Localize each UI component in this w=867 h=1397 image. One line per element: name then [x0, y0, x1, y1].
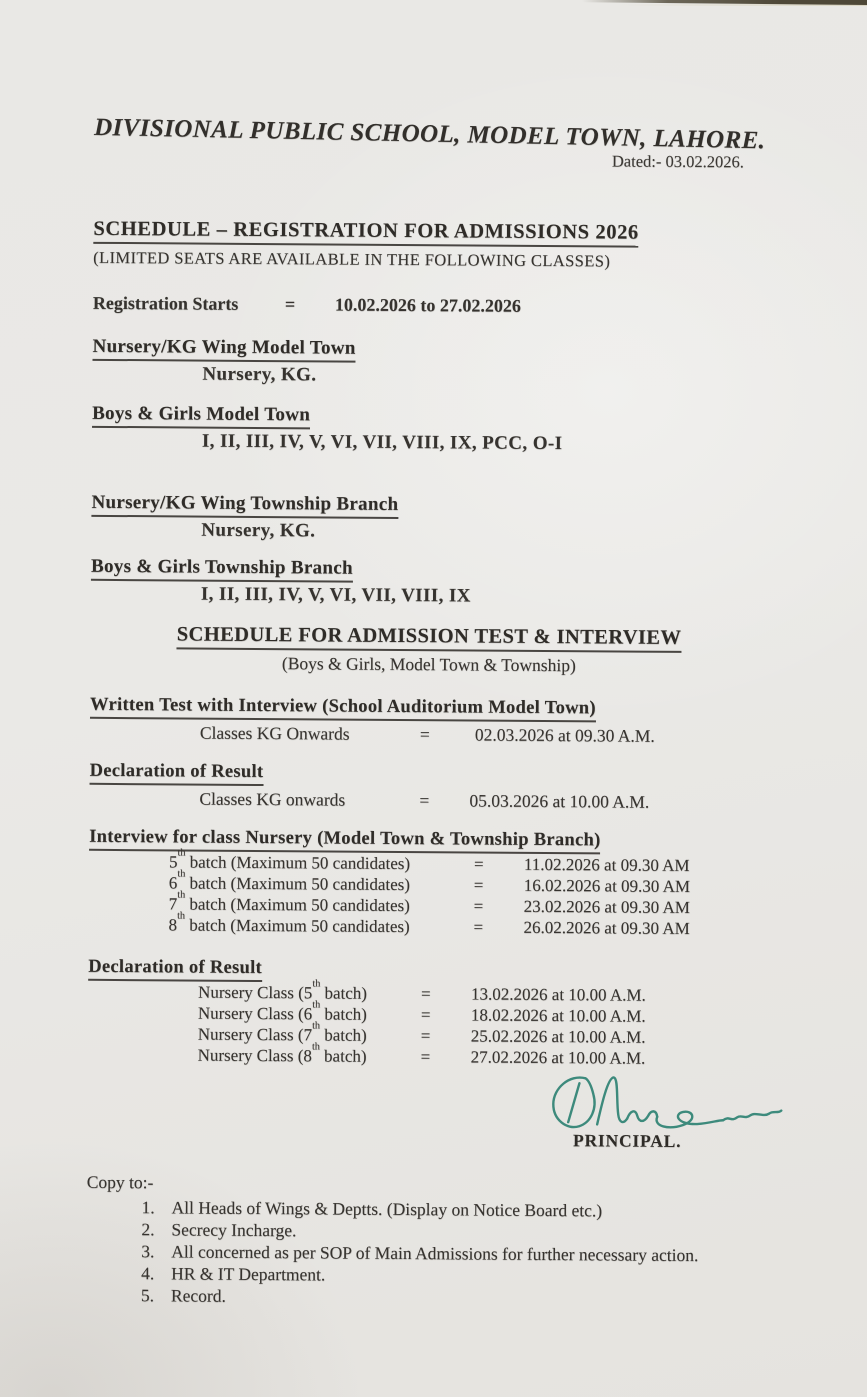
wing-heading: Boys & Girls Model Town: [92, 402, 310, 429]
result-kg-section: [89, 760, 861, 813]
batch-ordinal: th: [312, 1020, 321, 1032]
batch-ordinal: th: [177, 868, 186, 880]
registration-heading: SCHEDULE – REGISTRATION FOR ADMISSIONS 2026: [93, 217, 639, 247]
batch-ordinal: th: [177, 847, 186, 859]
nursery-batch-label: [197, 1020, 421, 1046]
result-kg-row: [199, 788, 861, 814]
item-text: HR & IT Department.: [171, 1262, 326, 1284]
item-number: 2.: [141, 1218, 155, 1239]
school-title: DIVISIONAL PUBLIC SCHOOL, MODEL TOWN, LAHORE.: [93, 113, 766, 155]
equals-sign: =: [473, 895, 484, 916]
batch-number: 6: [168, 872, 178, 892]
batch-number: 8: [168, 914, 178, 934]
item-number: 5.: [140, 1284, 155, 1305]
dated-line: Dated:- 03.02.2026.: [611, 150, 744, 171]
equals-sign: =: [473, 853, 484, 874]
item-number: 4.: [141, 1262, 155, 1283]
label-text: Nursery Class (8: [197, 1045, 312, 1065]
wing-heading: Boys & Girls Township Branch: [91, 555, 353, 582]
copy-to-item: [141, 1284, 858, 1311]
result-datetime: 18.02.2026 at 10.00 A.M.: [470, 1004, 646, 1026]
wing-classes: Nursery, KG.: [202, 363, 317, 385]
batch-number: 7: [168, 893, 178, 913]
registration-subheading: (LIMITED SEATS ARE AVAILABLE IN THE FOLLOWING CLASSES): [93, 247, 611, 270]
label-text: batch): [320, 982, 368, 1003]
result-nursery-heading: Declaration of Result: [88, 956, 262, 981]
batch-datetime: 23.02.2026 at 09.30 AM: [523, 896, 690, 917]
result-kg-label: Classes KG onwards: [199, 788, 346, 810]
test-schedule-heading-row: [0, 622, 863, 654]
copy-to-label: Copy to:-: [86, 1171, 154, 1192]
batch-datetime: 26.02.2026 at 09.30 AM: [523, 917, 690, 938]
label-text: Nursery Class (7: [197, 1024, 313, 1044]
batch-ordinal: th: [312, 999, 321, 1011]
wing-section-boys-girls-township: [91, 555, 863, 609]
label-text: Nursery Class (5: [198, 982, 313, 1002]
label-text: batch): [319, 1045, 367, 1066]
batch-text: batch (Maximum 50 candidates): [185, 872, 411, 894]
equals-sign: =: [420, 1046, 431, 1066]
result-datetime: 13.02.2026 at 10.00 A.M.: [471, 983, 646, 1005]
nursery-interview-section: [88, 826, 861, 939]
wing-classes: Nursery, KG.: [201, 519, 316, 541]
item-text: All Heads of Wings & Deptts. (Display on Notice Board etc.): [171, 1196, 603, 1220]
batch-datetime: 16.02.2026 at 09.30 AM: [523, 875, 691, 896]
batch-label: [168, 889, 474, 916]
test-schedule-heading: SCHEDULE FOR ADMISSION TEST & INTERVIEW: [177, 623, 682, 653]
signature-block: [545, 1071, 816, 1152]
written-test-label: Classes KG Onwards: [199, 722, 350, 744]
equals-sign: =: [419, 789, 430, 810]
wing-classes: I, II, III, IV, V, VI, VII, VIII, IX, PCC, O-I: [201, 430, 563, 454]
batch-text: batch (Maximum 50 candidates): [185, 851, 411, 873]
equals-sign: =: [421, 983, 431, 1003]
result-nursery-section: [88, 956, 861, 1069]
item-text: Record.: [170, 1284, 226, 1306]
batch-datetime: 11.02.2026 at 09.30 AM: [523, 854, 690, 875]
batch-text: batch (Maximum 50 candidates): [184, 914, 410, 936]
batch-label: [168, 910, 473, 937]
item-text: All concerned as per SOP of Main Admissions for further necessary action.: [171, 1240, 699, 1265]
item-number: 1.: [141, 1196, 155, 1217]
item-text: Secrecy Incharge.: [171, 1218, 297, 1240]
result-datetime: 27.02.2026 at 10.00 A.M.: [470, 1046, 646, 1068]
batch-number: 5: [168, 851, 178, 871]
copy-to-list: [86, 1195, 859, 1310]
batch-ordinal: th: [177, 889, 186, 901]
nursery-batch-label: [197, 1041, 421, 1067]
batch-ordinal: th: [311, 1041, 320, 1053]
written-test-row: [200, 722, 862, 748]
result-kg-datetime: 05.03.2026 at 10.00 A.M.: [469, 789, 650, 812]
result-kg-heading: Declaration of Result: [90, 760, 264, 785]
nursery-batch-label: [197, 999, 421, 1025]
principal-label: PRINCIPAL.: [572, 1129, 682, 1151]
equals-sign: =: [420, 1025, 431, 1045]
test-schedule-subheading: (Boys & Girls, Model Town & Township): [281, 652, 576, 675]
equals-sign: =: [473, 916, 484, 937]
wing-heading: Nursery/KG Wing Model Town: [92, 335, 355, 362]
wing-classes: I, II, III, IV, V, VI, VII, VIII, IX: [200, 583, 471, 606]
equals-sign: =: [473, 874, 484, 895]
principal-signature: [545, 1071, 790, 1137]
registration-dates-value: 10.02.2026 to 27.02.2026: [334, 294, 521, 316]
nursery-interview-heading: Interview for class Nursery (Model Town & Township Branch): [89, 826, 601, 854]
batch-label: [168, 847, 474, 874]
interview-batch-row: [168, 910, 860, 940]
wing-section-nursery-township: [91, 491, 863, 545]
registration-dates-row: [93, 292, 865, 318]
wing-section-boys-girls-model-town: [92, 402, 864, 456]
batch-ordinal: th: [177, 910, 186, 922]
equals-sign: =: [284, 293, 296, 314]
batch-text: batch (Maximum 50 candidates): [185, 893, 410, 915]
nursery-batch-label: [198, 978, 421, 1004]
written-test-heading: Written Test with Interview (School Auditorium Model Town): [90, 694, 596, 722]
written-test-datetime: 02.03.2026 at 09.30 A.M.: [474, 723, 655, 746]
result-datetime: 25.02.2026 at 10.00 A.M.: [470, 1025, 646, 1047]
equals-sign: =: [420, 1004, 431, 1024]
wing-heading: Nursery/KG Wing Township Branch: [91, 491, 398, 518]
batch-ordinal: th: [312, 978, 321, 990]
label-text: batch): [320, 1003, 367, 1024]
written-test-section: [90, 694, 862, 747]
item-number: 3.: [141, 1240, 155, 1261]
label-text: Nursery Class (6: [197, 1003, 313, 1023]
registration-heading-row: [93, 217, 865, 248]
label-text: batch): [319, 1024, 367, 1045]
registration-starts-label: Registration Starts: [92, 292, 239, 314]
equals-sign: =: [419, 723, 430, 744]
wing-section-nursery-model-town: [92, 335, 864, 389]
batch-label: [168, 868, 474, 895]
result-nursery-row: [197, 1041, 860, 1070]
copy-to-section: [86, 1171, 859, 1310]
